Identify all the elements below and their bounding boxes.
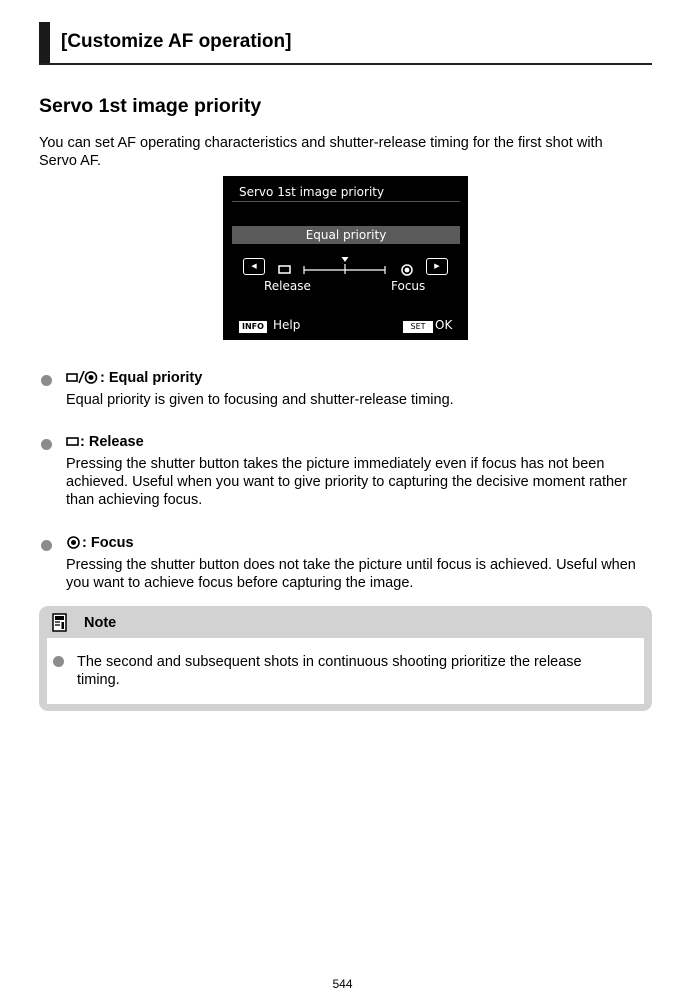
- release-focus-icon: [66, 370, 100, 384]
- release-label: Release: [264, 279, 311, 293]
- focus-label: Focus: [391, 279, 426, 293]
- note-box: [39, 606, 652, 711]
- chapter-bar: [39, 22, 50, 64]
- note-body: [47, 638, 644, 704]
- option-title-text: : Release: [80, 434, 144, 450]
- chapter-title: [Customize AF operation]: [61, 31, 292, 52]
- selected-value-bar[interactable]: [232, 226, 460, 244]
- bullet-icon: [41, 540, 52, 551]
- bullet-icon: [53, 656, 64, 667]
- camera-menu-screen: [223, 176, 468, 340]
- priority-slider[interactable]: [223, 256, 468, 280]
- intro-paragraph: You can set AF operating characteristics and shutter-release timing for the first shot with Servo AF.: [39, 135, 603, 169]
- triangle-left-icon: ◀: [251, 262, 257, 270]
- option-description: Pressing the shutter button does not take the picture until focus is achieved. Useful when you want to achieve focus before capturing the image.: [66, 557, 636, 591]
- release-icon: [66, 434, 80, 448]
- note-icon: [52, 613, 68, 633]
- option-title-text: : Equal priority: [100, 370, 203, 386]
- note-item: The second and subsequent shots in continuous shooting prioritize the release timing.: [77, 654, 582, 688]
- option-title: [66, 535, 134, 551]
- note-title: Note: [84, 615, 117, 631]
- slider-pointer-icon: [342, 257, 349, 262]
- option-title: [66, 434, 144, 450]
- info-button-badge[interactable]: INFO: [239, 321, 267, 333]
- option-description: Pressing the shutter button takes the picture immediately even if focus has not been achieved. Useful when you want to give priority to capturing the decisive moment rather than achieving focus.: [66, 456, 627, 508]
- bullet-icon: [41, 375, 52, 386]
- camera-screen-title-underline: [232, 201, 460, 202]
- page-number: 544: [332, 977, 353, 991]
- triangle-right-icon: ▶: [434, 262, 440, 270]
- selected-value-label: Equal priority: [305, 228, 387, 242]
- chapter-header: [39, 22, 652, 66]
- option-description: Equal priority is given to focusing and shutter-release timing.: [66, 392, 454, 408]
- bullet-icon: [41, 439, 52, 450]
- set-button-badge[interactable]: SET: [403, 321, 433, 333]
- focus-icon: [66, 535, 82, 549]
- release-icon: [279, 266, 290, 273]
- section-title: Servo 1st image priority: [39, 95, 262, 117]
- ok-label: OK: [435, 318, 453, 332]
- focus-icon-dot: [405, 268, 410, 273]
- chapter-rule: [39, 63, 652, 65]
- camera-screen-title: Servo 1st image priority: [239, 185, 385, 199]
- help-label: Help: [273, 318, 301, 332]
- option-title: [66, 370, 202, 386]
- option-title-text: : Focus: [82, 535, 134, 551]
